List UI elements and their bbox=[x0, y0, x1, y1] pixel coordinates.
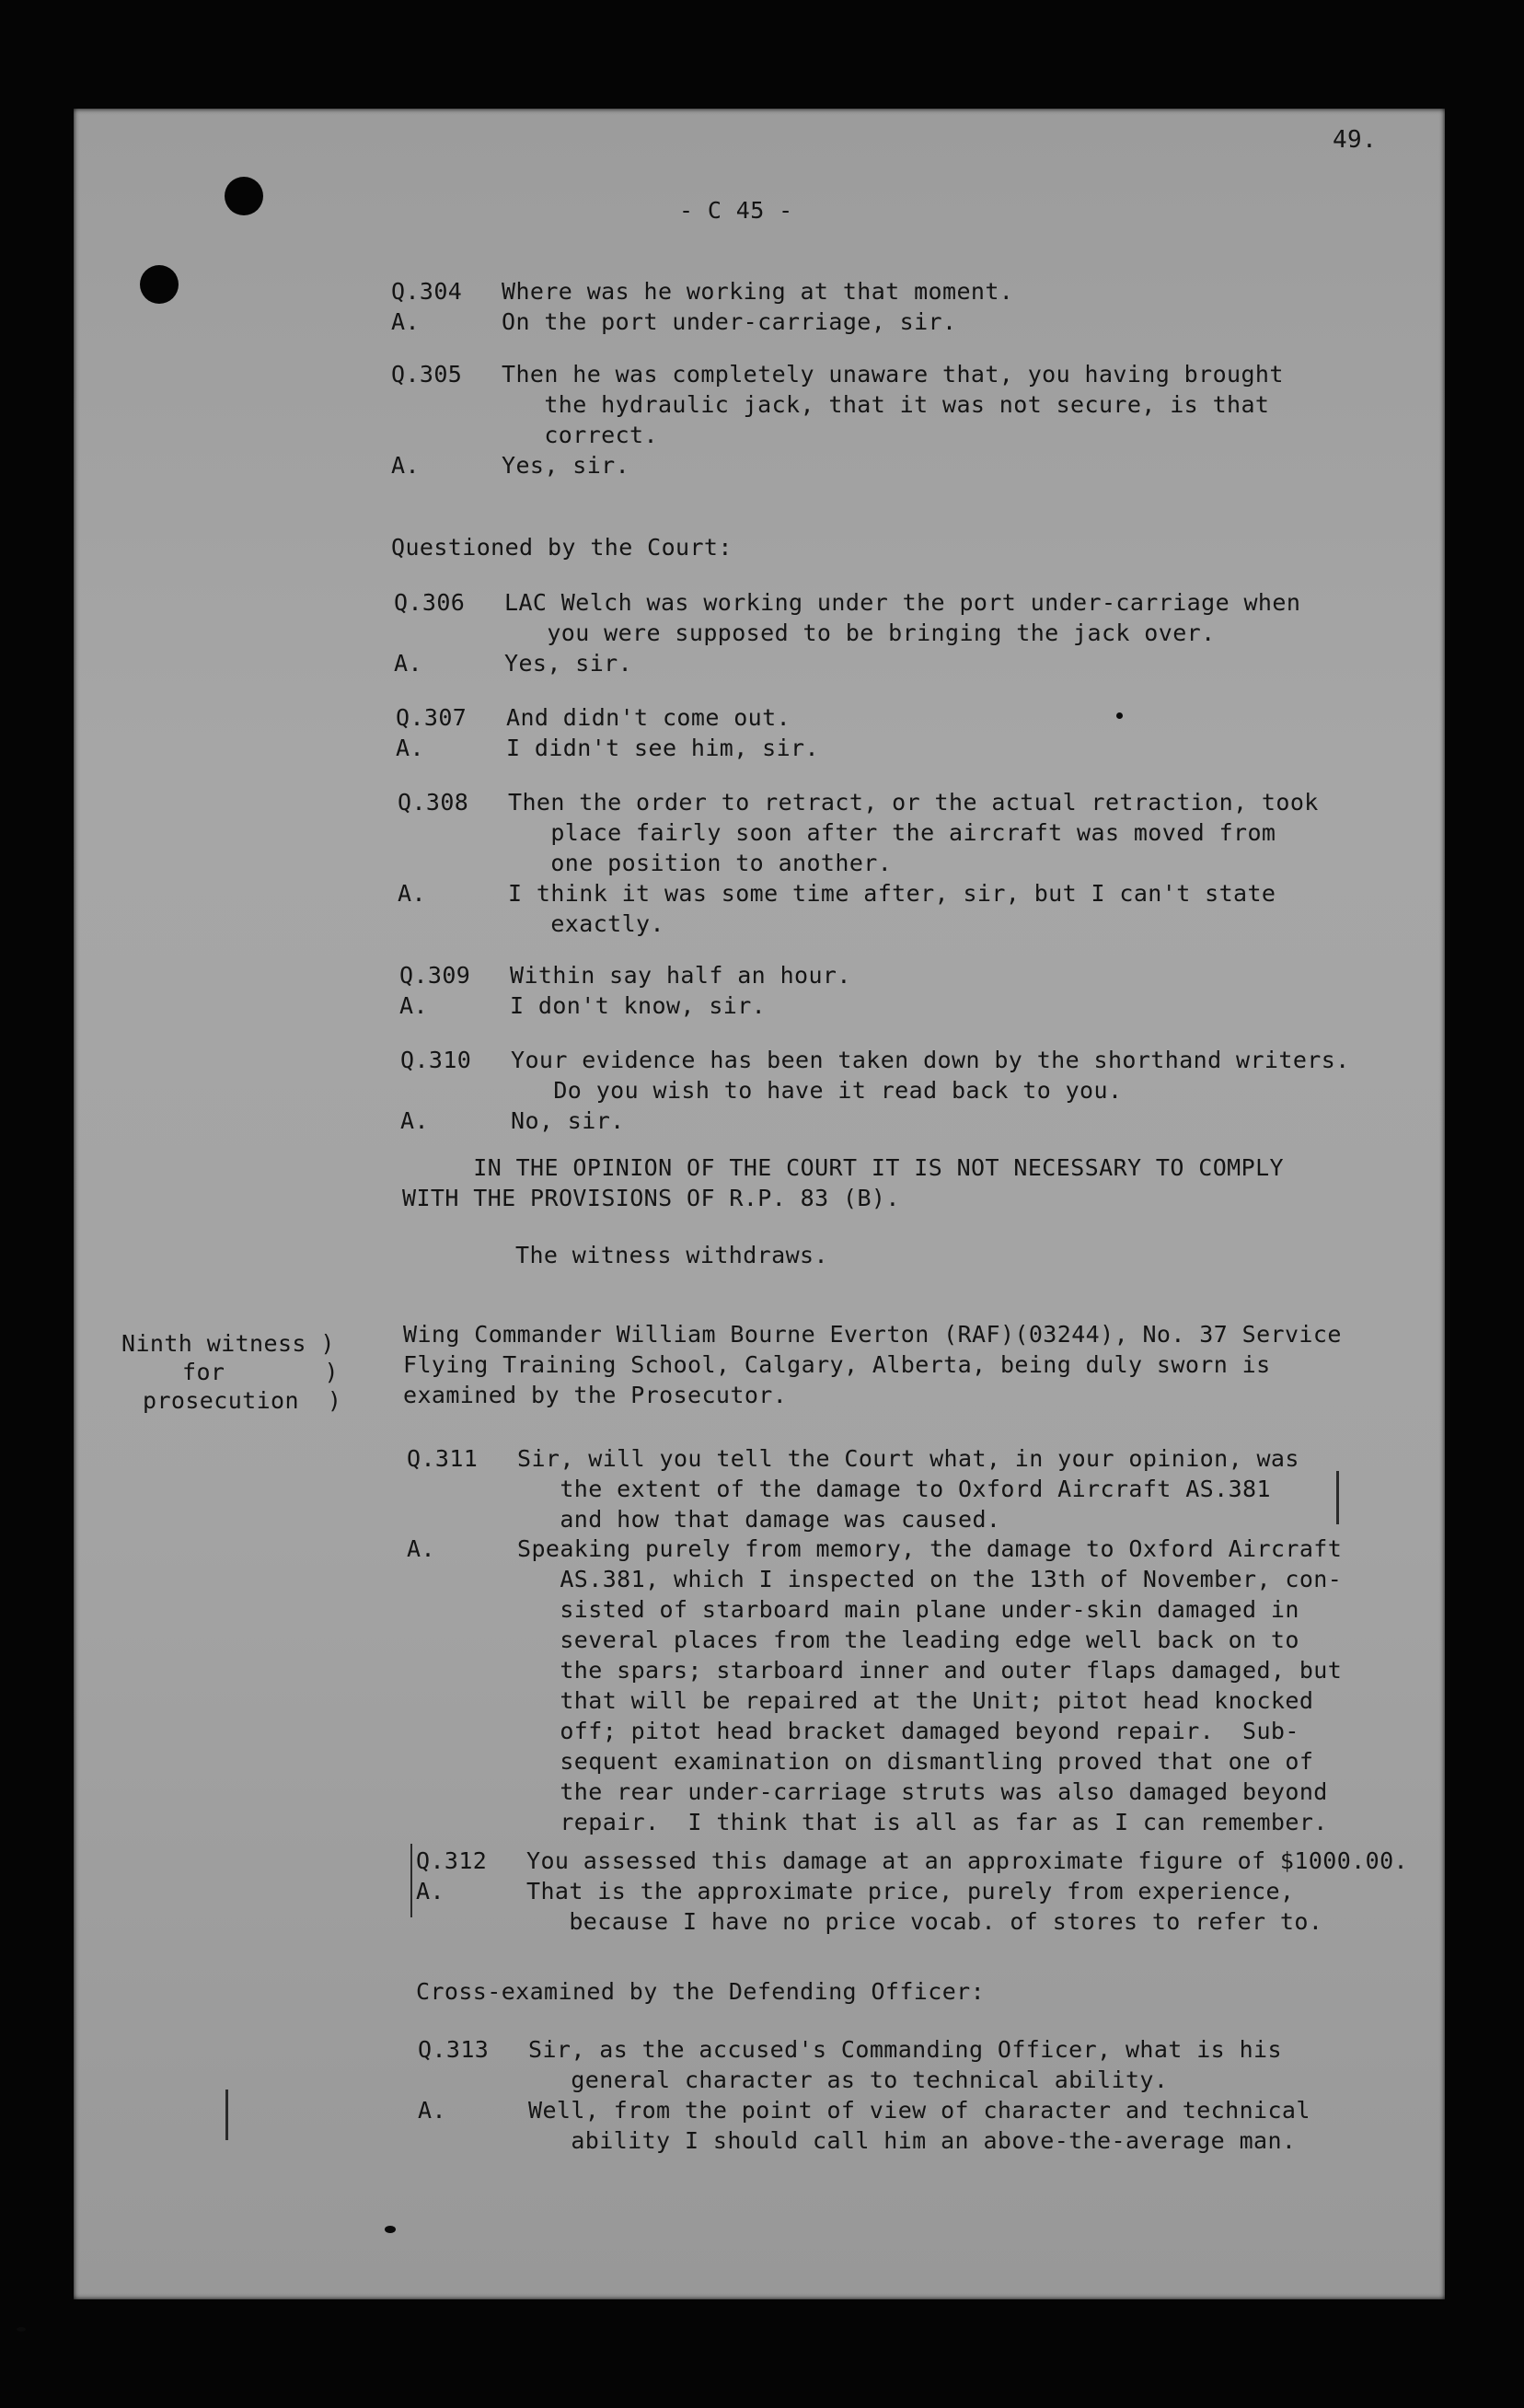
answer-line: ability I should call him an above-the-average man. bbox=[528, 2127, 1297, 2154]
question-line: Sir, as the accused's Commanding Officer, what is his bbox=[528, 2036, 1282, 2063]
question-line: Then the order to retract, or the actual retraction, took bbox=[508, 789, 1319, 816]
question-line: You assessed this damage at an approximate figure of $1000.00. bbox=[526, 1847, 1408, 1874]
answer-line: the rear under-carriage struts was also damaged beyond bbox=[517, 1778, 1328, 1805]
speck-mark bbox=[17, 2327, 26, 2332]
answer-line: AS.381, which I inspected on the 13th of November, con- bbox=[517, 1566, 1343, 1592]
q-label: Q.313 bbox=[418, 2036, 490, 2063]
question-line: Do you wish to have it read back to you. bbox=[511, 1077, 1123, 1104]
answer-line: I didn't see him, sir. bbox=[506, 735, 819, 761]
punch-hole-top bbox=[225, 177, 263, 215]
answer-line: several places from the leading edge well back on to bbox=[517, 1627, 1299, 1653]
question-line: Your evidence has been taken down by the shorthand writers. bbox=[511, 1047, 1350, 1073]
margin-note-line: prosecution ) bbox=[143, 1387, 342, 1414]
question-line: Within say half an hour. bbox=[510, 962, 851, 989]
answer-line: sisted of starboard main plane under-skin damaged in bbox=[517, 1596, 1299, 1623]
q-label: Q.312 bbox=[416, 1847, 488, 1874]
a-label: A. bbox=[394, 650, 422, 677]
page-number: 49. bbox=[1333, 126, 1378, 154]
q-label: Q.308 bbox=[398, 789, 469, 816]
a-label: A. bbox=[391, 308, 420, 335]
q-label: Q.310 bbox=[400, 1047, 472, 1073]
question-line: place fairly soon after the aircraft was moved from bbox=[508, 819, 1276, 846]
page-header: - C 45 - bbox=[679, 197, 793, 224]
q-label: Q.305 bbox=[391, 361, 463, 388]
witness-intro: Flying Training School, Calgary, Alberta, being duly sworn is bbox=[403, 1351, 1271, 1378]
court-opinion: IN THE OPINION OF THE COURT IT IS NOT NECESSARY TO COMPLY bbox=[402, 1154, 1284, 1181]
q-label: Q.307 bbox=[396, 704, 468, 731]
margin-note-line: Ninth witness ) bbox=[121, 1330, 335, 1357]
a-label: A. bbox=[399, 992, 428, 1019]
answer-line: sequent examination on dismantling proved that one of bbox=[517, 1748, 1314, 1775]
answer-line: repair. I think that is all as far as I can remember. bbox=[517, 1809, 1328, 1835]
court-opinion: WITH THE PROVISIONS OF R.P. 83 (B). bbox=[402, 1185, 900, 1211]
q-label: Q.306 bbox=[394, 589, 466, 616]
question-line: Where was he working at that moment. bbox=[502, 278, 1014, 305]
q-label: Q.309 bbox=[399, 962, 471, 989]
answer-line: On the port under-carriage, sir. bbox=[502, 308, 957, 335]
a-label: A. bbox=[416, 1878, 444, 1904]
answer-line: No, sir. bbox=[511, 1107, 625, 1134]
q-label: Q.311 bbox=[407, 1445, 479, 1472]
a-label: A. bbox=[418, 2097, 446, 2124]
margin-note-line: for ) bbox=[182, 1359, 339, 1385]
speck-mark bbox=[385, 2226, 396, 2233]
answer-line: I think it was some time after, sir, but I can't state bbox=[508, 880, 1276, 907]
answer-line: exactly. bbox=[508, 910, 664, 937]
cross-heading: Cross-examined by the Defending Officer: bbox=[416, 1978, 986, 2005]
answer-line: Well, from the point of view of character and technical bbox=[528, 2097, 1310, 2124]
question-line: Then he was completely unaware that, you having brought bbox=[502, 361, 1284, 388]
margin-bar-q313 bbox=[225, 2090, 228, 2140]
answer-line: the spars; starboard inner and outer flaps damaged, but bbox=[517, 1657, 1343, 1684]
answer-line: that will be repaired at the Unit; pitot head knocked bbox=[517, 1687, 1314, 1714]
question-line: and how that damage was caused. bbox=[517, 1506, 1001, 1533]
a-label: A. bbox=[391, 452, 420, 479]
answer-line: Yes, sir. bbox=[502, 452, 630, 479]
question-line: one position to another. bbox=[508, 850, 893, 876]
witness-intro: Wing Commander William Bourne Everton (RAF)(03244), No. 37 Service bbox=[403, 1321, 1342, 1348]
answer-line: because I have no price vocab. of stores to refer to. bbox=[526, 1908, 1323, 1935]
question-line: Sir, will you tell the Court what, in your opinion, was bbox=[517, 1445, 1299, 1472]
answer-line: Speaking purely from memory, the damage to Oxford Aircraft bbox=[517, 1535, 1343, 1562]
answer-line: That is the approximate price, purely from experience, bbox=[526, 1878, 1295, 1904]
q-label: Q.304 bbox=[391, 278, 463, 305]
a-label: A. bbox=[398, 880, 426, 907]
question-line: LAC Welch was working under the port under-carriage when bbox=[504, 589, 1301, 616]
answer-line: off; pitot head bracket damaged beyond repair. Sub- bbox=[517, 1718, 1299, 1744]
a-label: A. bbox=[396, 735, 424, 761]
question-line: you were supposed to be bringing the jack over. bbox=[504, 619, 1216, 646]
question-line: correct. bbox=[502, 422, 658, 448]
witness-withdraws: The witness withdraws. bbox=[515, 1242, 828, 1268]
answer-line: Yes, sir. bbox=[504, 650, 633, 677]
margin-bar-q311 bbox=[1336, 1471, 1339, 1524]
speck-mark bbox=[1116, 712, 1123, 719]
witness-intro: examined by the Prosecutor. bbox=[403, 1382, 788, 1408]
margin-bar-q312 bbox=[410, 1844, 412, 1917]
answer-line: I don't know, sir. bbox=[510, 992, 767, 1019]
question-line: the hydraulic jack, that it was not secure, is that bbox=[502, 391, 1270, 418]
punch-hole-second bbox=[140, 265, 179, 304]
court-heading: Questioned by the Court: bbox=[391, 534, 733, 561]
question-line: the extent of the damage to Oxford Aircraft AS.381 bbox=[517, 1476, 1271, 1502]
question-line: And didn't come out. bbox=[506, 704, 791, 731]
question-line: general character as to technical ability. bbox=[528, 2066, 1169, 2093]
a-label: A. bbox=[407, 1535, 435, 1562]
a-label: A. bbox=[400, 1107, 429, 1134]
